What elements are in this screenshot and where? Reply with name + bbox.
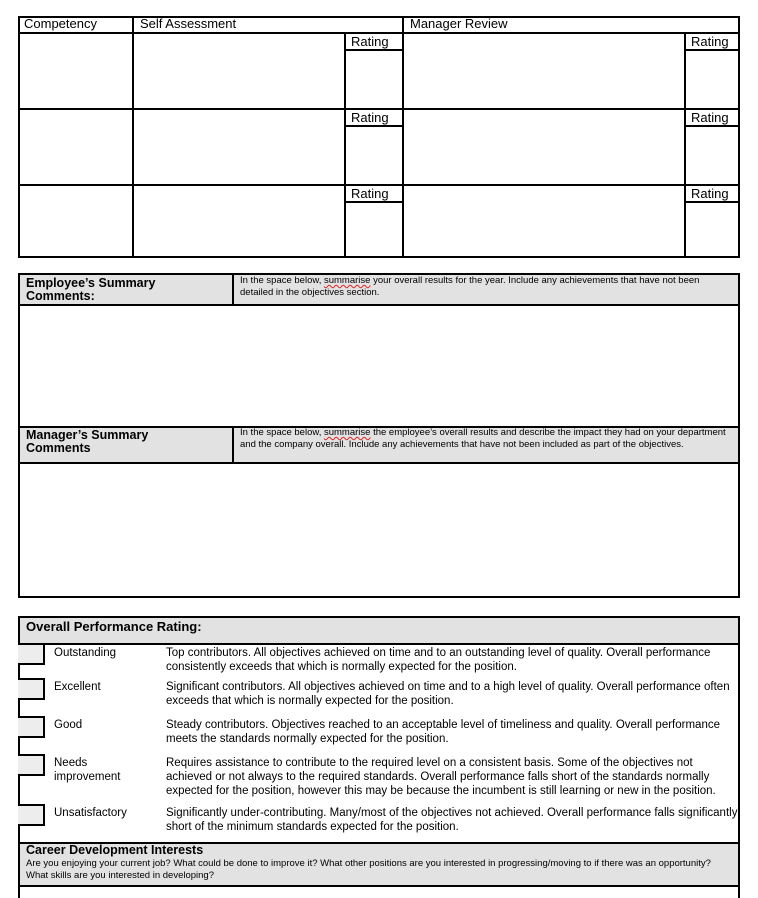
rating-checkbox-unsatisfactory[interactable]	[18, 804, 45, 826]
rating-name: Good	[54, 719, 83, 731]
competency-cell[interactable]	[20, 34, 132, 108]
rating-name: Needs improvement	[54, 757, 121, 783]
rating-checkbox-good[interactable]	[18, 716, 45, 738]
section-divider	[232, 426, 234, 463]
self-rating-cell[interactable]	[346, 51, 402, 108]
rating-label-self: Rating	[346, 110, 402, 127]
instruction-text: your overall results for the year. Include any achievements that have not been detailed in the objectives section.	[240, 275, 700, 298]
rating-description: Requires assistance to contribute to the required level on a consistent basis. Some of the objectives not achieved or not always to the required standards. Overall performance falls short of the standards normally expected for the position, however this may be because the incumbent is still learning or new in the position.	[166, 757, 716, 797]
self-rating-cell[interactable]	[346, 127, 402, 184]
rating-checkbox-outstanding[interactable]	[18, 643, 45, 665]
header-self-assessment: Self Assessment	[140, 16, 237, 31]
instruction-text: summarise	[323, 427, 371, 438]
instruction-text: In the space below,	[240, 275, 324, 286]
manager-summary-input[interactable]	[20, 464, 738, 596]
manager-summary-instructions	[240, 427, 734, 451]
header-competency: Competency	[24, 16, 97, 31]
overall-rating-title: Overall Performance Rating:	[26, 619, 202, 634]
rating-name: Unsatisfactory	[54, 807, 127, 819]
rating-label-self: Rating	[346, 34, 402, 51]
employee-summary-instructions	[240, 275, 734, 299]
rating-label-manager: Rating	[686, 110, 740, 127]
rating-checkbox-needs-improvement[interactable]	[18, 754, 45, 776]
instruction-text: In the space below,	[240, 427, 324, 438]
self-assessment-cell[interactable]	[134, 34, 344, 108]
employee-summary-input[interactable]	[20, 306, 738, 426]
rating-description: Significant contributors. All objectives achieved on time and to a high level of quality. Overall performance often exceeds that which is normally expected for the position.	[166, 681, 730, 707]
career-development-prompt: Are you enjoying your current job? What could be done to improve it? What other positions are you interested in progressing/moving to if there was an opportunity? What skills are you interested in developing?	[26, 858, 711, 881]
self-rating-cell[interactable]	[346, 203, 402, 256]
manager-summary-title: Manager’s Summary Comments	[26, 428, 149, 455]
career-development-title: Career Development Interests	[26, 843, 204, 857]
competency-cell[interactable]	[20, 186, 132, 256]
section-divider	[18, 643, 740, 645]
rating-label-manager: Rating	[686, 34, 740, 51]
rating-label-self: Rating	[346, 186, 402, 203]
manager-review-cell[interactable]	[404, 186, 684, 256]
self-assessment-cell[interactable]	[134, 110, 344, 184]
header-manager-review: Manager Review	[410, 16, 508, 31]
rating-description: Steady contributors. Objectives reached to an acceptable level of timeliness and quality. Overall performance meets the standards normally expected for the position.	[166, 719, 720, 745]
rating-description: Top contributors. All objectives achieved on time and to an outstanding level of quality. Overall performance consistently exceeds that which is normally expected for the position.	[166, 647, 711, 673]
manager-review-cell[interactable]	[404, 110, 684, 184]
competency-cell[interactable]	[20, 110, 132, 184]
manager-rating-cell[interactable]	[686, 127, 738, 184]
manager-review-cell[interactable]	[404, 34, 684, 108]
rating-checkbox-excellent[interactable]	[18, 678, 45, 700]
self-assessment-cell[interactable]	[134, 186, 344, 256]
career-development-input[interactable]	[20, 887, 738, 898]
instruction-text: the employee’s overall results and describe the impact they had on your department and the company overall. Include any achievements that have not been included as part of the objectives.	[240, 427, 726, 450]
section-divider	[232, 273, 234, 305]
section-divider	[738, 842, 740, 898]
rating-name: Excellent	[54, 681, 101, 693]
manager-rating-cell[interactable]	[686, 203, 738, 256]
manager-rating-cell[interactable]	[686, 51, 738, 108]
rating-label-manager: Rating	[686, 186, 740, 203]
instruction-text: summarise	[323, 275, 371, 286]
rating-name: Outstanding	[54, 647, 117, 659]
rating-description: Significantly under-contributing. Many/most of the objectives not achieved. Overall performance falls significantly short of the minimum standards expected for the position.	[166, 807, 738, 833]
employee-summary-title: Employee’s Summary Comments:	[26, 276, 156, 303]
